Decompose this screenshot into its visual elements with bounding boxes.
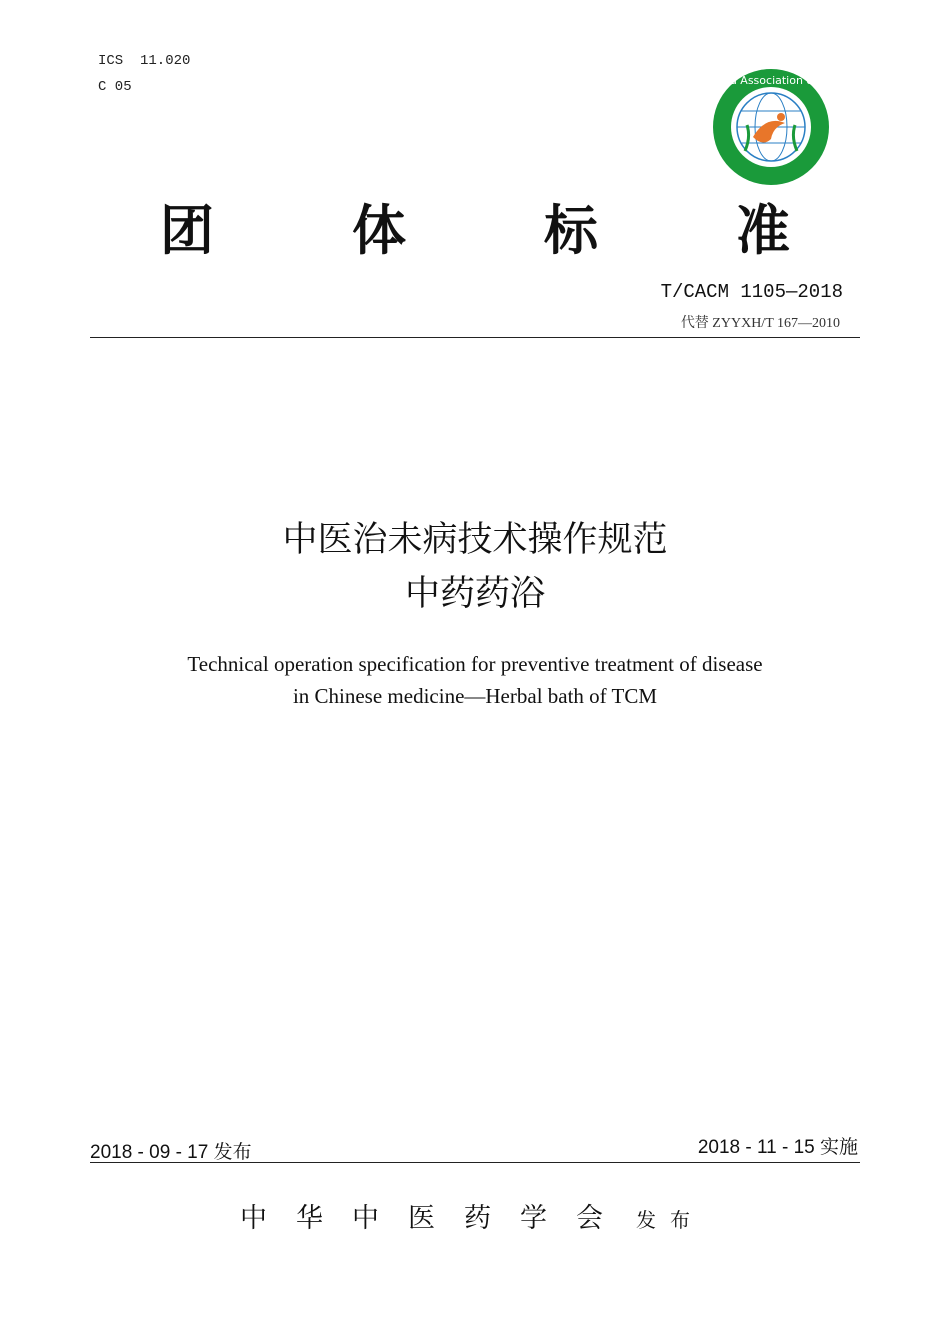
implementation-date: 2018 - 11 - 15 实施 <box>697 1137 858 1158</box>
english-title-line-1: Technical operation specification for preventive treatment of disease <box>187 652 763 676</box>
standard-number: T/CACM 1105—2018 <box>660 281 843 303</box>
chinese-title-line-2: 中药药浴 <box>404 574 545 614</box>
logo-ring-text: 中华中医药学会 China Association of Chinese Medicine <box>624 74 918 87</box>
heading-char-1: 团 <box>160 198 214 262</box>
english-title-line-2: in Chinese medicine—Herbal bath of TCM <box>292 684 658 708</box>
heading-char-2: 体 <box>352 198 406 262</box>
association-logo <box>624 67 918 187</box>
document-type-heading <box>160 188 790 265</box>
heading-char-4: 准 <box>736 198 790 262</box>
publisher-action: 发布 <box>636 1208 704 1232</box>
replaces-standard: 代替 ZYYXH/T 167—2010 <box>680 316 840 331</box>
publisher-line <box>240 1196 704 1235</box>
ics-code: ICS 11.020 <box>98 53 191 69</box>
publisher-name: 中华中医药学会 <box>240 1203 632 1234</box>
chinese-title-line-1: 中医治未病技术操作规范 <box>282 520 668 560</box>
top-divider <box>90 337 860 338</box>
heading-char-3: 标 <box>544 198 598 262</box>
bottom-divider <box>90 1162 860 1163</box>
ics-code-block <box>98 48 190 100</box>
issue-date: 2018 - 09 - 17 发布 <box>90 1142 252 1163</box>
ccs-code: C 05 <box>98 79 132 95</box>
